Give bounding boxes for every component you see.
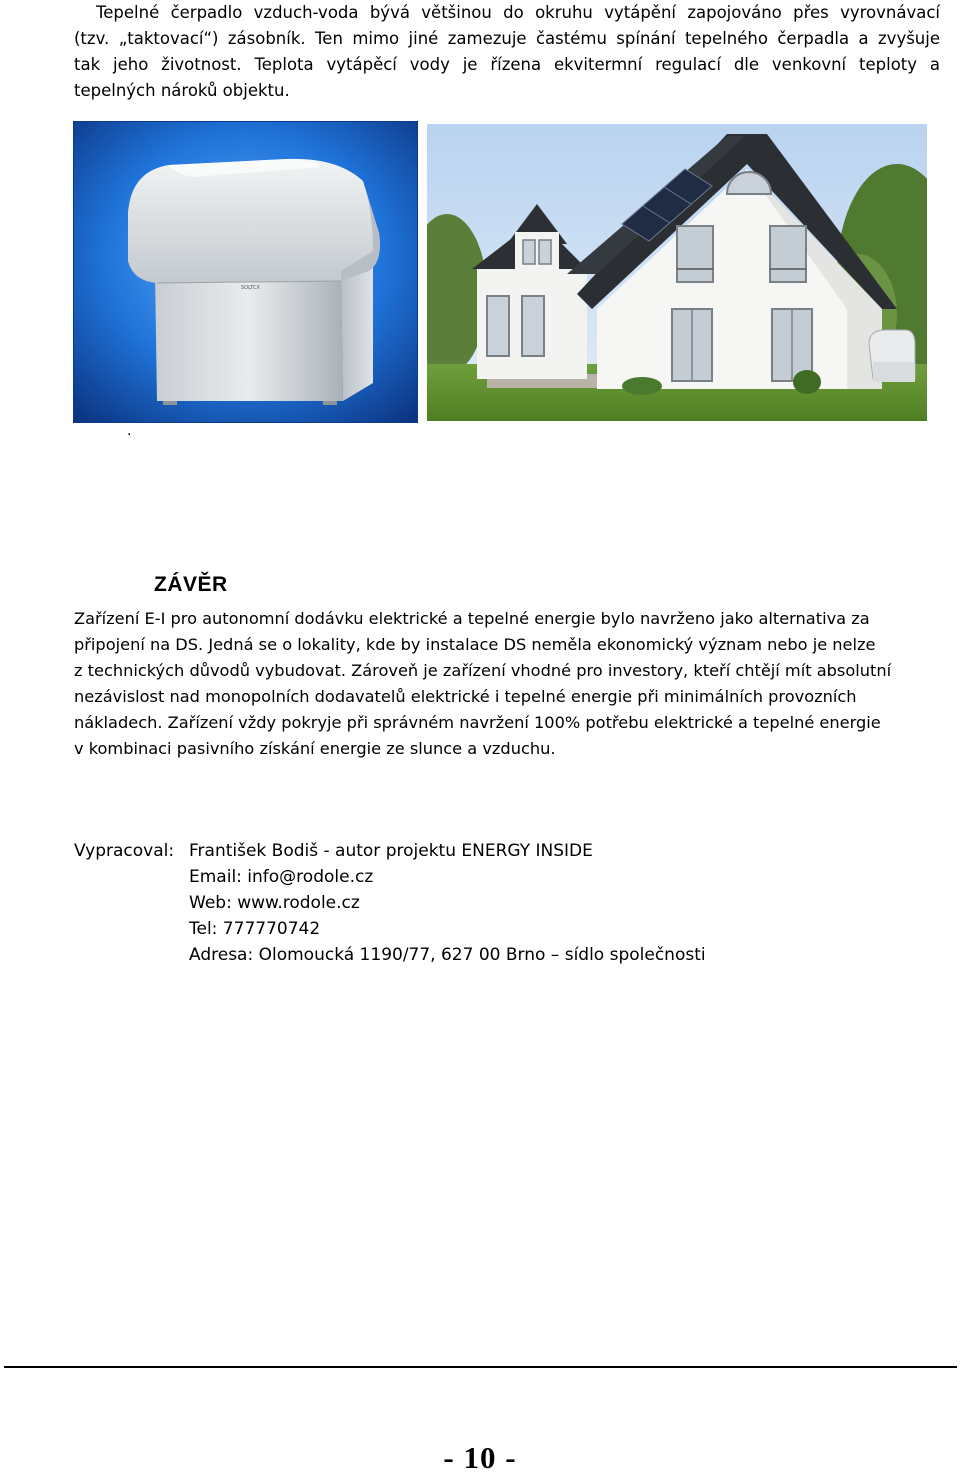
unit-brand-label: SOLTCX bbox=[241, 285, 260, 291]
conclusion-paragraph bbox=[74, 606, 940, 762]
intro-line: (tzv. „taktovací“) zásobník. Ten mimo jiné zamezuje častému spínání tepelného čerpadla a zvyšuje bbox=[74, 29, 940, 48]
conclusion-line: nezávislost nad monopolních dodavatelů elektrické i tepelné energie při minimálních provozních bbox=[74, 687, 857, 706]
intro-line: tepelných nároků objektu. bbox=[74, 81, 290, 100]
intro-line: Tepelné čerpadlo vzduch-voda bývá většinou do okruhu vytápění zapojováno přes vyrovnávací bbox=[96, 3, 940, 22]
author-address: Adresa: Olomoucká 1190/77, 627 00 Brno – sídlo společnosti bbox=[189, 945, 706, 965]
conclusion-line: Zařízení E-I pro autonomní dodávku elektrické a tepelné energie bylo navrženo jako alternativa za bbox=[74, 609, 870, 628]
footer-rule bbox=[4, 1366, 957, 1368]
stray-dot: . bbox=[127, 422, 132, 439]
heat-pump-unit-photo bbox=[73, 121, 418, 423]
author-block bbox=[74, 838, 706, 968]
intro-paragraph bbox=[74, 0, 940, 104]
author-web: Web: www.rodole.cz bbox=[189, 893, 360, 913]
author-name: František Bodiš - autor projektu ENERGY INSIDE bbox=[189, 841, 593, 861]
conclusion-line: v kombinaci pasivního získání energie ze slunce a vzduchu. bbox=[74, 739, 556, 758]
author-label: Vypracoval: bbox=[74, 841, 175, 861]
intro-line: tak jeho životnost. Teplota vytápěcí vody je řízena ekvitermní regulací dle venkovní teploty a bbox=[74, 55, 940, 74]
conclusion-line: z technických důvodů vybudovat. Zároveň je zařízení vhodné pro investory, kteří chtějí mít absolutní bbox=[74, 661, 892, 680]
author-tel: Tel: 777770742 bbox=[189, 919, 321, 939]
author-email: Email: info@rodole.cz bbox=[189, 867, 374, 887]
conclusion-line: připojení na DS. Jedná se o lokality, kde by instalace DS neměla ekonomický význam nebo je nelze bbox=[74, 635, 876, 654]
conclusion-line: nákladech. Zařízení vždy pokryje při správném navržení 100% potřebu elektrické a tepelné energie bbox=[74, 713, 881, 732]
section-heading: ZÁVĚR bbox=[154, 573, 228, 596]
house-photo bbox=[427, 124, 927, 421]
page-number: - 10 - bbox=[443, 1440, 517, 1475]
